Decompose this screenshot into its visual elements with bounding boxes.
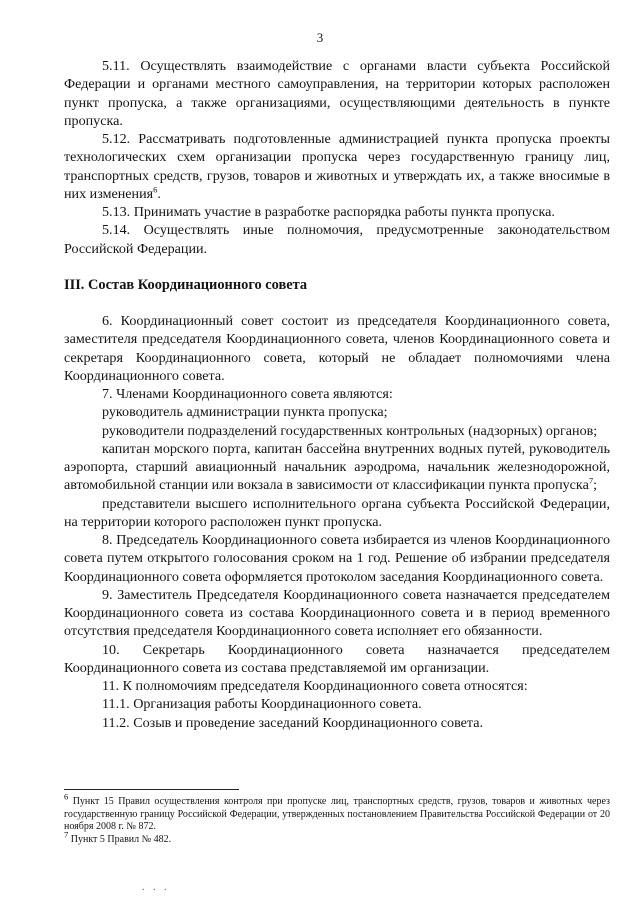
scan-specks: . . . [142,882,170,893]
page-number: 3 [316,30,324,45]
paragraph [64,677,610,695]
paragraphs-after-heading [64,312,610,732]
paragraph [64,403,610,421]
section-heading: III. Состав Координационного совета [64,276,308,293]
paragraph-trailing-punctuation: . [157,185,161,202]
footnote-text: Пункт 15 Правил осуществления контроля при пропуске лиц, транспортных средств, грузов, товаров и животных через государственную границу Российской Федерации, утвержденных постановлением Правительства Российской Федерации от 20 ноября 2008 г. № 872. [64,796,610,833]
document-body [64,57,610,732]
paragraph-text: 5.14. Осуществлять иные полномочия, предусмотренные законодательством Российской Федерации. [64,222,610,257]
footnote-mark: 6 [64,791,69,802]
paragraph [64,422,610,440]
paragraph-text: 5.13. Принимать участие в разработке распорядка работы пункта пропуска. [102,204,555,220]
paragraph-text: 11. К полномочиям председателя Координационного совета относятся: [102,678,528,694]
paragraph-text: руководители подразделений государственных контрольных (надзорных) органов; [102,422,598,439]
paragraph [64,57,610,130]
paragraph [64,695,610,713]
paragraph [64,495,610,532]
footnote [64,791,610,834]
footnote-reference: 7 [588,475,594,486]
footnote-reference: 6 [153,184,158,195]
paragraph [64,385,610,403]
footnote-separator [64,789,239,790]
footnote-mark: 7 [64,829,69,840]
paragraph-text: капитан морского порта, капитан бассейна внутренних водных путей, руководитель аэропорта, старший авиационный начальник аэродрома, начальник железнодорожной, автомобильной станции или вокзала в зависимости от классификации пункта пропуска [64,440,610,494]
paragraph-trailing-punctuation: ; [593,477,597,494]
paragraph [64,203,610,221]
paragraph [64,531,610,586]
paragraph-text: 10. Секретарь Координационного совета назначается председателем Координационного совета из состава представляемой им организации. [64,641,610,676]
paragraph [64,586,610,641]
paragraph-text: 8. Председатель Координационного совета избирается из членов Координационного совета путем открытого голосования сроком на 1 год. Решение об избрании председателя Координационного совета оформляется протоколом заседания Координационного совета. [64,532,610,585]
paragraph-text: руководитель администрации пункта пропуска; [102,404,388,421]
paragraph-text: 11.2. Созыв и проведение заседаний Координационного совета. [102,714,484,731]
footnote [64,829,610,847]
paragraph [64,130,610,203]
paragraph [64,714,610,732]
paragraph-text: 6. Координационный совет состоит из председателя Координационного совета, заместителя председателя Координационного совета, членов Координационного совета и секретаря Координационного совета, который не обладает полномочиями члена Координационного совета. [64,313,610,384]
paragraph [64,221,610,258]
paragraph-text: 9. Заместитель Председателя Координационного совета назначается председателем Координационного совета из состава Координационного совета и в период временного отсутствия председателя Координационного совета исполняет его обязанности. [64,586,610,640]
paragraph-text: 7. Членами Координационного совета являются: [102,386,393,402]
paragraphs-before-heading [64,57,610,258]
paragraph-text: 5.11. Осуществлять взаимодействие с органами власти субъекта Российской Федерации и органами местного самоуправления, на территории которых расположен пункт пропуска, а также организациями, осуществляющими деятельность в пункте пропуска. [64,58,610,129]
paragraph [64,440,610,495]
paragraph [64,312,610,385]
paragraph [64,641,610,678]
paragraph-text: 5.12. Рассматривать подготовленные администрацией пункта пропуска проекты технологических схем организации пропуска через государственную границу лиц, транспортных средств, грузов, товаров и животных и утверждать их, а также вносимые в них изменения [64,131,610,202]
footnotes [64,791,610,846]
paragraph-text: 11.1. Организация работы Координационного совета. [102,696,422,713]
paragraph-text: представители высшего исполнительного органа субъекта Российской Федерации, на территории которого расположен пункт пропуска. [64,495,610,530]
footnote-text: Пункт 5 Правил № 482. [68,833,172,845]
